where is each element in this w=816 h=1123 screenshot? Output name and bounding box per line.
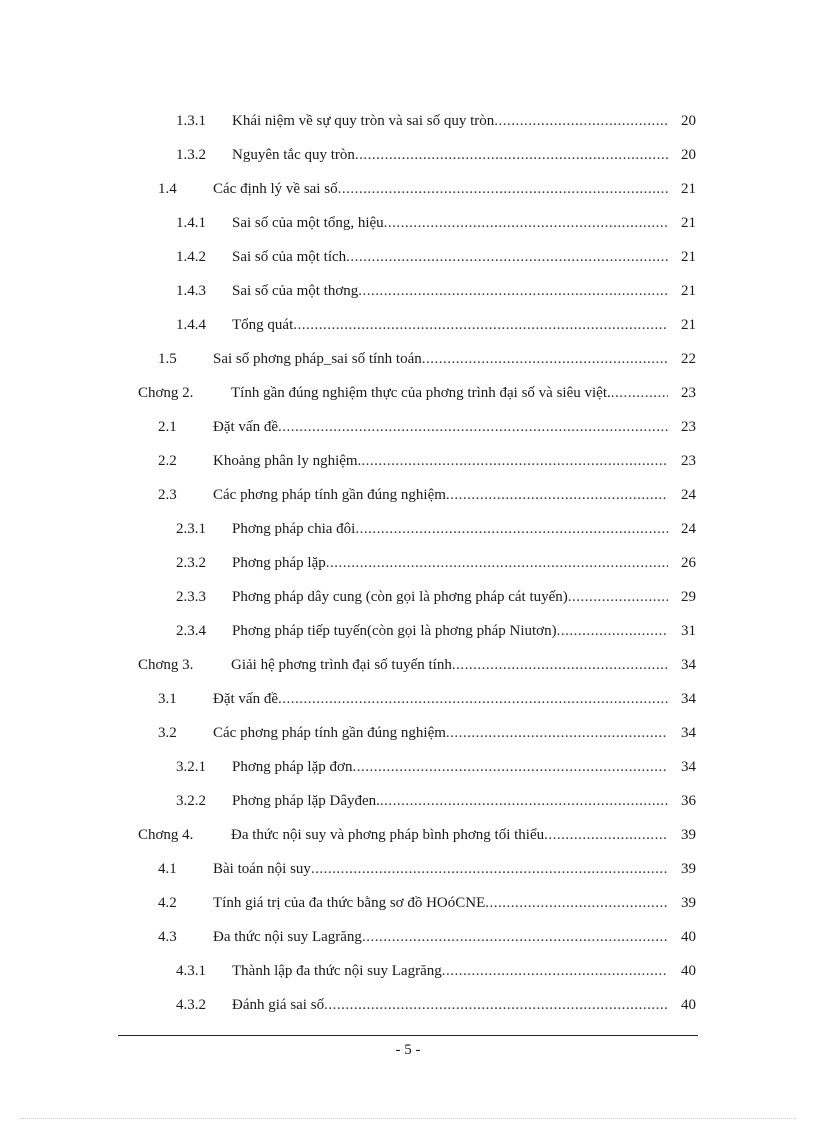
toc-dot-leader [293,308,668,342]
toc-entry [0,750,816,784]
toc-entry-number: 2.3 [158,487,177,503]
toc-entry-title: Nguyên tắc quy tròn [232,147,355,163]
toc-dot-leader [380,784,668,818]
toc-entry-title-line [232,580,668,614]
toc-entry-number: 2.3.4 [176,623,206,639]
toc-entry-title: Khoảng phân ly nghiệm. [213,453,362,469]
toc-entry-number: 1.4.1 [176,215,206,231]
toc-dot-leader [278,682,668,716]
toc-entry-title-line [213,682,668,716]
toc-dot-leader [557,614,668,648]
toc-entry-page: 26 [681,555,696,571]
toc-dot-leader [355,512,668,546]
toc-entry-title-line [213,444,668,478]
toc-entry [0,308,816,342]
page-number: - 5 - [395,1042,421,1058]
toc-entry-page: 23 [681,419,696,435]
toc-entry-page: 34 [681,725,696,741]
toc-entry-title-line [232,546,668,580]
toc-entry-number: Chơng 3. [138,657,194,673]
toc-entry [0,478,816,512]
toc-entry-title: Giải hệ phơng trình đại số tuyến tính [231,657,452,673]
table-of-contents [0,104,816,1022]
toc-entry [0,988,816,1022]
toc-dot-leader [355,138,668,172]
toc-entry-title: Bài toán nội suy [213,861,311,877]
toc-entry [0,580,816,614]
toc-entry-title: Khái niệm về sự quy tròn và sai số quy tròn [232,113,495,129]
toc-entry-number: 4.3.1 [176,963,206,979]
toc-entry-title: Phơng pháp chia đôi [232,521,356,537]
toc-entry-page: 21 [681,317,696,333]
toc-entry-page: 21 [681,249,696,265]
toc-entry [0,716,816,750]
toc-entry-page: 24 [681,521,696,537]
toc-entry-title-line [232,104,668,138]
toc-dot-leader [362,920,668,954]
toc-entry-title: Các phơng pháp tính gần đúng nghiệm [213,725,446,741]
toc-entry-page: 24 [681,487,696,503]
toc-entry [0,852,816,886]
toc-entry-title: Sai số của một tích [232,249,347,265]
toc-entry [0,818,816,852]
toc-entry-title-line [232,784,668,818]
toc-entry-page: 40 [681,929,696,945]
toc-dot-leader [358,274,668,308]
toc-entry-title-line [232,274,668,308]
toc-entry-title-line [232,988,668,1022]
toc-entry-title-line [232,308,668,342]
toc-entry-title: Đa thức nội suy Lagrăng [213,929,362,945]
toc-entry-number: 3.2 [158,725,177,741]
toc-dot-leader [442,954,668,988]
toc-entry [0,648,816,682]
toc-entry-page: 40 [681,963,696,979]
toc-entry-number: 1.5 [158,351,177,367]
toc-entry-title-line [213,172,668,206]
toc-entry-title: Tính giá trị của đa thức bằng sơ đồ HOóCNE [213,895,486,911]
toc-entry-number: 2.1 [158,419,177,435]
toc-entry-title-line [213,852,668,886]
toc-entry-title-line [231,376,668,410]
toc-entry [0,172,816,206]
toc-entry-title: Sai số phơng pháp_sai số tính toán [213,351,422,367]
toc-entry-title-line [232,240,668,274]
toc-dot-leader [346,240,668,274]
toc-entry-title-line [232,954,668,988]
toc-dot-leader [326,546,668,580]
toc-entry-number: Chơng 4. [138,827,194,843]
toc-dot-leader [544,818,668,852]
toc-entry-title-line [231,818,668,852]
toc-entry-title: Đặt vấn đề [213,419,278,435]
toc-entry-number: 4.1 [158,861,177,877]
toc-entry [0,206,816,240]
toc-dot-leader [568,580,668,614]
toc-entry-title-line [213,410,668,444]
toc-entry-page: 40 [681,997,696,1013]
toc-entry [0,614,816,648]
toc-entry-title: Sai số của một thơng [232,283,359,299]
toc-entry-page: 21 [681,283,696,299]
toc-entry [0,682,816,716]
toc-entry-page: 39 [681,827,696,843]
toc-dot-leader [278,410,668,444]
toc-entry [0,954,816,988]
toc-entry-title: Tính gần đúng nghiệm thực của phơng trình đại số và siêu việt. [231,385,611,401]
toc-entry-title-line [232,512,668,546]
toc-entry-title: Tổng quát [232,317,294,333]
toc-entry-title: Các phơng pháp tính gần đúng nghiệm [213,487,446,503]
toc-entry [0,920,816,954]
toc-entry-number: 4.3.2 [176,997,206,1013]
toc-entry-number: 2.3.2 [176,555,206,571]
toc-entry-title-line [213,478,668,512]
toc-entry-title-line [213,920,668,954]
toc-entry-page: 39 [681,861,696,877]
toc-dot-leader [422,342,668,376]
toc-dot-leader [446,716,668,750]
toc-dot-leader [494,104,668,138]
toc-entry-page: 29 [681,589,696,605]
toc-entry-number: 2.2 [158,453,177,469]
toc-entry [0,512,816,546]
toc-entry-number: 3.2.2 [176,793,206,809]
toc-entry-number: 1.3.2 [176,147,206,163]
toc-entry-title-line [232,206,668,240]
toc-dot-leader [485,886,668,920]
toc-dot-leader [361,444,668,478]
toc-entry-page: 36 [681,793,696,809]
toc-entry-title: Sai số của một tổng, hiệu [232,215,384,231]
toc-entry-title-line [213,716,668,750]
toc-entry [0,546,816,580]
toc-entry-page: 34 [681,657,696,673]
toc-dot-leader [611,376,668,410]
toc-entry-number: 1.4.3 [176,283,206,299]
toc-entry [0,240,816,274]
toc-entry-title-line [232,750,668,784]
footer-divider [118,1035,698,1036]
toc-entry-title: Phơng pháp dây cung (còn gọi là phơng pháp cát tuyến) [232,589,568,605]
page-bottom-edge [20,1118,796,1119]
toc-entry [0,104,816,138]
toc-entry [0,138,816,172]
toc-dot-leader [338,172,668,206]
toc-entry-page: 21 [681,181,696,197]
toc-entry-title: Phơng pháp tiếp tuyến(còn gọi là phơng pháp Niutơn) [232,623,557,639]
toc-entry-page: 39 [681,895,696,911]
toc-entry [0,784,816,818]
toc-entry-page: 31 [681,623,696,639]
toc-entry-number: 4.2 [158,895,177,911]
toc-entry-title: Các định lý về sai số [213,181,338,197]
toc-entry-number: 1.4.2 [176,249,206,265]
toc-entry-number: 4.3 [158,929,177,945]
toc-entry-number: Chơng 2. [138,385,194,401]
toc-entry-title: Thành lập đa thức nội suy Lagrăng [232,963,442,979]
toc-dot-leader [324,988,668,1022]
toc-entry-page: 23 [681,385,696,401]
toc-entry-number: 2.3.3 [176,589,206,605]
toc-entry-page: 34 [681,691,696,707]
toc-entry-title-line [232,614,668,648]
toc-entry [0,444,816,478]
toc-entry [0,410,816,444]
toc-entry-title-line [231,648,668,682]
toc-entry-title-line [213,342,668,376]
toc-entry [0,274,816,308]
toc-dot-leader [352,750,668,784]
toc-entry-page: 23 [681,453,696,469]
toc-entry-page: 34 [681,759,696,775]
toc-entry-number: 1.4 [158,181,177,197]
toc-entry-number: 3.1 [158,691,177,707]
toc-dot-leader [446,478,668,512]
toc-entry-title: Đặt vấn đề [213,691,278,707]
toc-entry-title-line [213,886,668,920]
toc-entry-number: 2.3.1 [176,521,206,537]
toc-entry-number: 1.4.4 [176,317,206,333]
toc-entry-page: 20 [681,147,696,163]
toc-entry-title: Phơng pháp lặp đơn [232,759,353,775]
toc-dot-leader [311,852,668,886]
toc-entry-page: 22 [681,351,696,367]
toc-entry [0,342,816,376]
toc-entry-title: Phơng pháp lặp [232,555,326,571]
toc-entry-number: 3.2.1 [176,759,206,775]
toc-entry-title-line [232,138,668,172]
toc-entry-page: 20 [681,113,696,129]
toc-dot-leader [452,648,668,682]
toc-entry [0,886,816,920]
toc-entry-title: Phơng pháp lặp Dâyđen. [232,793,380,809]
toc-entry [0,376,816,410]
toc-dot-leader [384,206,668,240]
toc-entry-page: 21 [681,215,696,231]
toc-entry-number: 1.3.1 [176,113,206,129]
toc-entry-title: Đánh giá sai số [232,997,325,1013]
toc-entry-title: Đa thức nội suy và phơng pháp bình phơng tối thiểu [231,827,545,843]
